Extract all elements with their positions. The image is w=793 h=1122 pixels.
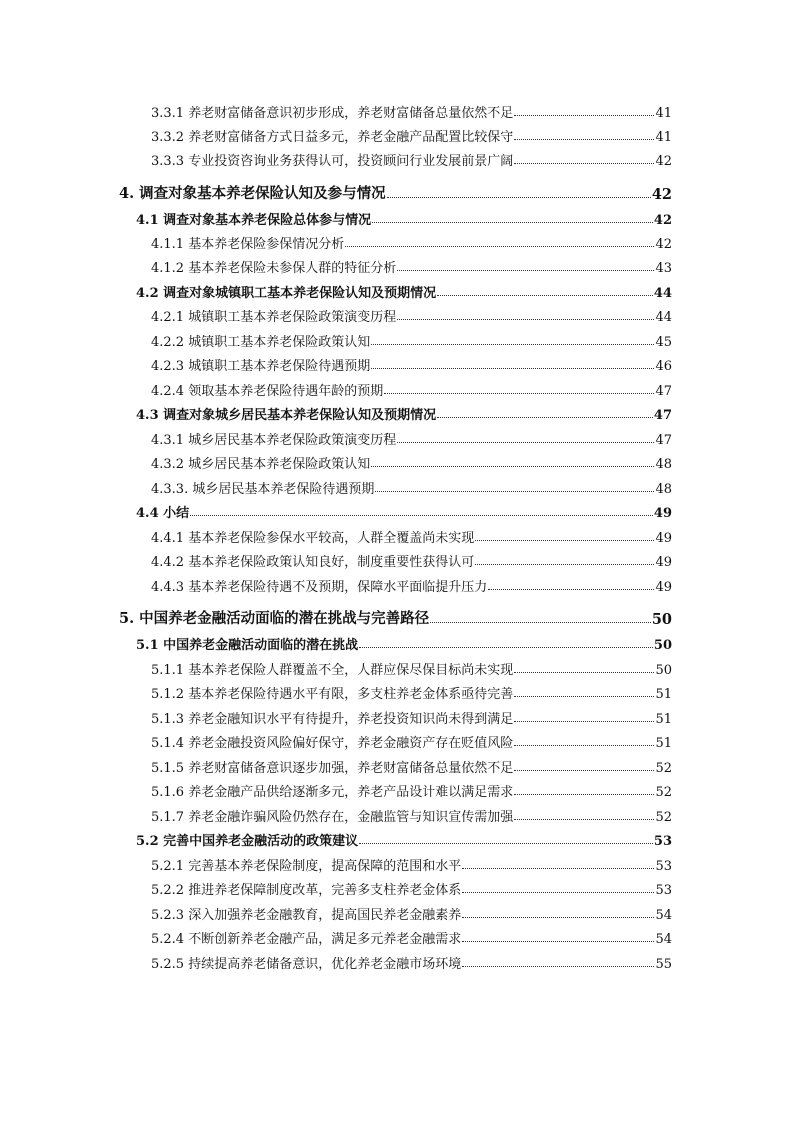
toc-entry-level-3[interactable] xyxy=(151,927,672,947)
toc-entry-level-2[interactable] xyxy=(136,501,672,521)
toc-page-number: 41 xyxy=(655,130,672,145)
toc-entry-title: 4.2.4 领取基本养老保险待遇年龄的预期 xyxy=(151,384,384,399)
toc-page-number: 52 xyxy=(655,810,672,825)
toc-page-number: 52 xyxy=(655,785,672,800)
toc-entry-level-1[interactable] xyxy=(119,183,672,203)
dot-leader xyxy=(514,770,654,771)
dot-leader xyxy=(475,540,654,541)
toc-entry-title: 5.2.2 推进养老保障制度改革，完善多支柱养老金体系 xyxy=(151,883,462,898)
toc-entry-title: 4.2.2 城镇职工基本养老保险政策认知 xyxy=(151,335,371,350)
toc-page-number: 46 xyxy=(655,359,672,374)
toc-entry-level-3[interactable] xyxy=(151,550,672,570)
dot-leader xyxy=(371,344,654,345)
toc-page-number: 43 xyxy=(655,261,672,276)
toc-entry-title: 4.1.2 基本养老保险未参保人群的特征分析 xyxy=(151,261,397,276)
toc-entry-level-3[interactable] xyxy=(151,658,672,678)
toc-entry-title: 5.1.2 基本养老保险待遇水平有限，多支柱养老金体系亟待完善 xyxy=(151,687,514,702)
toc-entry-level-3[interactable] xyxy=(151,379,672,399)
dot-leader xyxy=(488,589,654,590)
dot-leader xyxy=(514,672,654,673)
dot-leader xyxy=(462,892,654,893)
toc-entry-level-2[interactable] xyxy=(136,208,672,228)
dot-leader xyxy=(372,222,653,223)
toc-page-number: 47 xyxy=(655,384,672,399)
toc-page-number: 50 xyxy=(651,611,672,628)
toc-entry-level-3[interactable] xyxy=(151,575,672,595)
dot-leader xyxy=(514,745,654,746)
toc-entry-level-1[interactable] xyxy=(119,608,672,628)
toc-page-number: 45 xyxy=(655,335,672,350)
toc-entry-level-3[interactable] xyxy=(151,878,672,898)
toc-entry-title: 5.1.4 养老金融投资风险偏好保守，养老金融资产存在贬值风险 xyxy=(151,736,514,751)
toc-entry-level-3[interactable] xyxy=(151,682,672,702)
toc-entry-title: 5.1.1 基本养老保险人群覆盖不全，人群应保尽保目标尚未实现 xyxy=(151,663,514,678)
toc-entry-title: 5.2.5 持续提高养老储备意识，优化养老金融市场环境 xyxy=(151,957,462,972)
toc-entry-level-3[interactable] xyxy=(151,101,672,121)
dot-leader xyxy=(371,368,654,369)
toc-entry-title: 4.1.1 基本养老保险参保情况分析 xyxy=(151,237,345,252)
dot-leader xyxy=(462,917,654,918)
toc-page-number: 54 xyxy=(655,908,672,923)
dot-leader xyxy=(345,246,654,247)
toc-page-number: 44 xyxy=(653,286,672,301)
dot-leader xyxy=(397,442,654,443)
toc-entry-title: 4.2 调查对象城镇职工基本养老保险认知及预期情况 xyxy=(136,286,437,301)
dot-leader xyxy=(462,868,654,869)
toc-entry-level-3[interactable] xyxy=(151,952,672,972)
toc-page-number: 53 xyxy=(655,859,672,874)
dot-leader xyxy=(371,466,654,467)
dot-leader xyxy=(462,966,654,967)
dot-leader xyxy=(387,197,651,198)
dot-leader xyxy=(514,721,654,722)
toc-page-number: 47 xyxy=(653,408,672,423)
dot-leader xyxy=(514,163,654,164)
dot-leader xyxy=(384,393,654,394)
dot-leader xyxy=(462,941,654,942)
toc-entry-title: 5.2 完善中国养老金融活动的政策建议 xyxy=(136,834,359,849)
toc-page-number: 48 xyxy=(655,482,672,497)
toc-page-number: 47 xyxy=(655,433,672,448)
toc-entry-level-3[interactable] xyxy=(151,707,672,727)
toc-entry-title: 5.2.4 不断创新养老金融产品，满足多元养老金融需求 xyxy=(151,932,462,947)
toc-entry-title: 4.3.3. 城乡居民基本养老保险待遇预期 xyxy=(151,482,375,497)
toc-entry-level-3[interactable] xyxy=(151,256,672,276)
dot-leader xyxy=(359,647,653,648)
dot-leader xyxy=(430,622,651,623)
toc-entry-level-3[interactable] xyxy=(151,232,672,252)
dot-leader xyxy=(397,270,654,271)
toc-page-number: 42 xyxy=(651,186,672,203)
toc-page-number: 55 xyxy=(655,957,672,972)
toc-page-number: 42 xyxy=(655,154,672,169)
toc-entry-level-2[interactable] xyxy=(136,281,672,301)
toc-page-number: 51 xyxy=(655,712,672,727)
dot-leader xyxy=(190,515,653,516)
dot-leader xyxy=(375,491,654,492)
toc-entry-level-3[interactable] xyxy=(151,805,672,825)
toc-entry-title: 5.1.6 养老金融产品供给逐渐多元，养老产品设计难以满足需求 xyxy=(151,785,514,800)
toc-entry-title: 5.2.3 深入加强养老金融教育，提高国民养老金融素养 xyxy=(151,908,462,923)
toc-entry-title: 4.2.3 城镇职工基本养老保险待遇预期 xyxy=(151,359,371,374)
dot-leader xyxy=(514,696,654,697)
dot-leader xyxy=(514,139,654,140)
toc-entry-title: 4.4.1 基本养老保险参保水平较高，人群全覆盖尚未实现 xyxy=(151,531,475,546)
toc-page-number: 41 xyxy=(655,106,672,121)
toc-entry-title: 3.3.1 养老财富储备意识初步形成，养老财富储备总量依然不足 xyxy=(151,106,514,121)
toc-page-number: 42 xyxy=(655,237,672,252)
toc-entry-level-3[interactable] xyxy=(151,731,672,751)
toc-entry-title: 3.3.3 专业投资咨询业务获得认可，投资顾问行业发展前景广阔 xyxy=(151,154,514,169)
toc-page-number: 49 xyxy=(655,555,672,570)
toc-page-number: 52 xyxy=(655,761,672,776)
toc-entry-level-3[interactable] xyxy=(151,428,672,448)
toc-page-number: 49 xyxy=(655,580,672,595)
toc-entry-title: 4.3.1 城乡居民基本养老保险政策演变历程 xyxy=(151,433,397,448)
toc-entry-title: 5.1.7 养老金融诈骗风险仍然存在，金融监管与知识宣传需加强 xyxy=(151,810,514,825)
toc-entry-level-3[interactable] xyxy=(151,780,672,800)
toc-entry-level-3[interactable] xyxy=(151,452,672,472)
toc-page-number: 44 xyxy=(655,310,672,325)
toc-entry-level-3[interactable] xyxy=(151,477,672,497)
toc-entry-level-3[interactable] xyxy=(151,149,672,169)
toc-entry-level-2[interactable] xyxy=(136,633,672,653)
toc-entry-title: 5. 中国养老金融活动面临的潜在挑战与完善路径 xyxy=(119,610,430,627)
toc-page-number: 53 xyxy=(653,834,672,849)
toc-page-number: 50 xyxy=(653,638,672,653)
dot-leader xyxy=(514,794,654,795)
toc-entry-title: 5.1.3 养老金融知识水平有待提升，养老投资知识尚未得到满足 xyxy=(151,712,514,727)
toc-entry-level-3[interactable] xyxy=(151,526,672,546)
toc-page-number: 50 xyxy=(655,663,672,678)
dot-leader xyxy=(437,417,653,418)
dot-leader xyxy=(437,295,653,296)
toc-page-number: 54 xyxy=(655,932,672,947)
toc-page-number: 49 xyxy=(653,506,672,521)
dot-leader xyxy=(514,819,654,820)
dot-leader xyxy=(475,564,654,565)
toc-entry-title: 4. 调查对象基本养老保险认知及参与情况 xyxy=(119,185,386,202)
toc-entry-title: 4.4.3 基本养老保险待遇不及预期，保障水平面临提升压力 xyxy=(151,580,488,595)
toc-entry-level-3[interactable] xyxy=(151,903,672,923)
toc-entry-title: 5.2.1 完善基本养老保险制度，提高保障的范围和水平 xyxy=(151,859,462,874)
dot-leader xyxy=(514,115,654,116)
toc-entry-title: 5.1.5 养老财富储备意识逐步加强，养老财富储备总量依然不足 xyxy=(151,761,514,776)
toc-entry-level-3[interactable] xyxy=(151,305,672,325)
toc-entry-level-2[interactable] xyxy=(136,403,672,423)
toc-page-number: 42 xyxy=(653,213,672,228)
toc-page-number: 51 xyxy=(655,736,672,751)
toc-entry-title: 4.3 调查对象城乡居民基本养老保险认知及预期情况 xyxy=(136,408,437,423)
toc-page-number: 48 xyxy=(655,457,672,472)
toc-entry-title: 3.3.2 养老财富储备方式日益多元，养老金融产品配置比较保守 xyxy=(151,130,514,145)
toc-entry-level-3[interactable] xyxy=(151,854,672,874)
toc-entry-level-3[interactable] xyxy=(151,354,672,374)
toc-entry-level-3[interactable] xyxy=(151,330,672,350)
toc-entry-title: 5.1 中国养老金融活动面临的潜在挑战 xyxy=(136,638,359,653)
dot-leader xyxy=(397,319,654,320)
toc-page-number: 51 xyxy=(655,687,672,702)
toc-page-number: 53 xyxy=(655,883,672,898)
toc-entry-level-3[interactable] xyxy=(151,756,672,776)
toc-page-number: 49 xyxy=(655,531,672,546)
toc-entry-title: 4.2.1 城镇职工基本养老保险政策演变历程 xyxy=(151,310,397,325)
toc-entry-title: 4.3.2 城乡居民基本养老保险政策认知 xyxy=(151,457,371,472)
toc-entry-title: 4.4.2 基本养老保险政策认知良好，制度重要性获得认可 xyxy=(151,555,475,570)
toc-entry-level-2[interactable] xyxy=(136,829,672,849)
toc-entry-title: 4.4 小结 xyxy=(136,506,190,521)
dot-leader xyxy=(359,843,653,844)
toc-entry-level-3[interactable] xyxy=(151,125,672,145)
toc-entry-title: 4.1 调查对象基本养老保险总体参与情况 xyxy=(136,213,372,228)
